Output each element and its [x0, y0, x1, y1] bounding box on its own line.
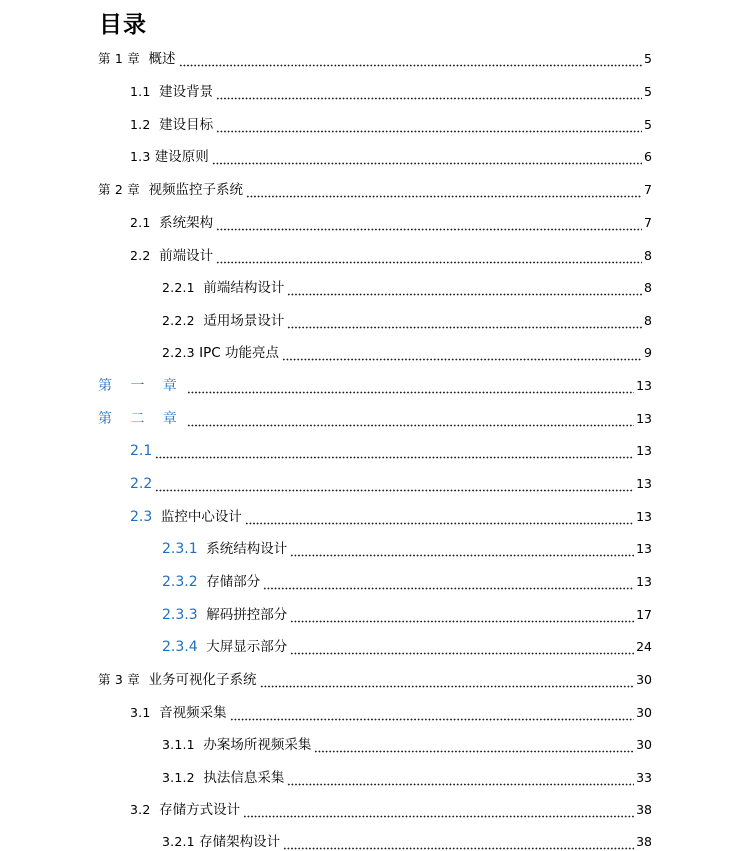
toc-dot-leader: [287, 769, 634, 787]
toc-entry-number: 3.1.2: [162, 770, 195, 785]
toc-entry[interactable]: [0, 81, 752, 101]
toc-entry-number: 2.1: [130, 215, 151, 230]
toc-entry-label: [162, 769, 286, 787]
toc-entry-page: 5: [644, 84, 652, 99]
toc-dot-leader: [179, 50, 643, 68]
toc-entry[interactable]: [0, 604, 752, 624]
toc-entry-label: [130, 148, 211, 166]
toc-entry-label: [98, 181, 245, 199]
toc-entry[interactable]: [0, 571, 752, 591]
toc-dot-leader: [155, 475, 634, 493]
toc-dot-leader: [290, 606, 634, 624]
toc-entry-page: 38: [636, 834, 652, 849]
toc-entry[interactable]: [0, 440, 752, 460]
toc-entry-page: 30: [636, 705, 652, 720]
toc-entry[interactable]: [0, 799, 752, 819]
toc-dot-leader: [290, 540, 634, 558]
toc-dot-leader: [216, 116, 642, 134]
toc-entry-page: 13: [636, 541, 652, 556]
toc-entry-page: 8: [644, 313, 652, 328]
toc-entry[interactable]: [0, 342, 752, 362]
toc-entry-label: [130, 475, 154, 493]
toc-entry-number: 2.2: [130, 248, 151, 263]
toc-dot-leader: [216, 247, 642, 265]
toc-entry-text: 前端设计: [159, 248, 214, 264]
toc-entry-text: 监控中心设计: [160, 509, 242, 525]
toc-entry-label: [162, 736, 313, 754]
toc-entry-number: 2.2.3: [162, 345, 195, 360]
toc-entry-text: 音视频采集: [159, 705, 227, 721]
toc-dot-leader: [263, 573, 634, 591]
toc-entry-page: 13: [636, 509, 652, 524]
toc-entry[interactable]: [0, 767, 752, 787]
toc-entry-label: [162, 279, 286, 297]
toc-entry-page: 13: [636, 443, 652, 458]
toc-entry-text: IPC 功能亮点: [199, 345, 279, 361]
toc-entry-label: [98, 50, 178, 68]
toc-entry-number: 第 3 章: [98, 672, 140, 687]
toc-entry[interactable]: [0, 473, 752, 493]
toc-dot-leader: [282, 344, 642, 362]
toc-entry-number: 2.2.2: [162, 313, 195, 328]
toc-entry-text: 解码拼控部分: [206, 607, 288, 623]
toc-entry[interactable]: [0, 831, 752, 851]
toc-entry-label: [162, 638, 289, 656]
toc-entry-label: [130, 247, 215, 265]
toc-entry-text: 建设目标: [159, 117, 214, 133]
toc-entry-text: 存储部分: [206, 574, 261, 590]
toc-entry-label: [98, 671, 259, 689]
toc-entry-label: [130, 704, 229, 722]
toc-entry-page: 9: [644, 345, 652, 360]
toc-dot-leader: [245, 508, 634, 526]
toc-entry-page: 5: [644, 117, 652, 132]
toc-entry-text: 建设背景: [159, 84, 214, 100]
toc-entry[interactable]: [0, 114, 752, 134]
toc-entry-label: [130, 83, 215, 101]
toc-entry-text: 系统架构: [159, 215, 214, 231]
toc-entry-number: 2.2.1: [162, 280, 195, 295]
toc-entry-number: 3.2: [130, 802, 151, 817]
toc-entry-text: 业务可视化子系统: [148, 672, 257, 688]
toc-entry-page: 30: [636, 672, 652, 687]
toc-entry-page: 7: [644, 215, 652, 230]
toc-entry[interactable]: [0, 408, 752, 428]
toc-entry[interactable]: [0, 375, 752, 395]
toc-entry-page: 7: [644, 182, 652, 197]
toc-entry-number: 2.3: [130, 509, 153, 525]
toc-entry-number: 2.3.2: [162, 574, 198, 590]
toc-dot-leader: [246, 181, 642, 199]
toc-entry[interactable]: [0, 636, 752, 656]
toc-entry-label: [162, 833, 282, 851]
toc-dot-leader: [187, 377, 634, 395]
toc-entry[interactable]: [0, 310, 752, 330]
toc-entry-page: 8: [644, 248, 652, 263]
toc-entry-text: 视频监控子系统: [148, 182, 243, 198]
toc-entry-number: 第 二 章: [98, 411, 184, 427]
toc-entry[interactable]: [0, 734, 752, 754]
toc-entry-label: [98, 410, 186, 428]
toc-entry[interactable]: [0, 702, 752, 722]
toc-entry[interactable]: [0, 48, 752, 68]
toc-entry-label: [130, 442, 154, 460]
toc-entry-label: [130, 508, 244, 526]
toc-entry-page: 13: [636, 378, 652, 393]
toc-entry-number: 第 1 章: [98, 51, 140, 66]
toc-dot-leader: [260, 671, 635, 689]
toc-entry-label: [98, 377, 186, 395]
toc-entry[interactable]: [0, 179, 752, 199]
toc-entry-number: 第 2 章: [98, 182, 140, 197]
toc-dot-leader: [290, 638, 634, 656]
toc-entry-number: 2.3.4: [162, 639, 198, 655]
toc-entry-page: 6: [644, 149, 652, 164]
toc-title: 目录: [99, 12, 147, 38]
toc-entry[interactable]: [0, 538, 752, 558]
toc-entry-page: 13: [636, 574, 652, 589]
toc-entry-number: 3.1: [130, 705, 151, 720]
toc-entry-page: 30: [636, 737, 652, 752]
toc-entry-number: 1.3: [130, 149, 151, 164]
toc-entry-label: [130, 214, 215, 232]
toc-entry-page: 13: [636, 411, 652, 426]
toc-entry[interactable]: [0, 245, 752, 265]
toc-dot-leader: [155, 442, 634, 460]
toc-entry-label: [162, 606, 289, 624]
toc-entry-label: [162, 573, 262, 591]
toc-entry-number: 1.1: [130, 84, 151, 99]
toc-entry-text: 前端结构设计: [203, 280, 285, 296]
toc-entry[interactable]: [0, 146, 752, 166]
toc-entry-number: 2.2: [130, 476, 153, 492]
toc-entry-label: [162, 344, 281, 362]
toc-entry-number: 第 一 章: [98, 378, 184, 394]
toc-dot-leader: [216, 83, 642, 101]
toc-entry-page: 38: [636, 802, 652, 817]
toc-dot-leader: [283, 833, 634, 851]
toc-entry-label: [162, 540, 289, 558]
toc-entry-text: 系统结构设计: [206, 541, 288, 557]
toc-entry-label: [162, 312, 286, 330]
toc-dot-leader: [212, 148, 642, 166]
toc-entry-text: 建设原则: [154, 149, 209, 165]
toc-entry-text: 执法信息采集: [203, 770, 285, 786]
toc-entry-number: 3.2.1: [162, 834, 195, 849]
toc-entry-text: 大屏显示部分: [206, 639, 288, 655]
toc-entry[interactable]: [0, 506, 752, 526]
toc-entry-text: 概述: [148, 51, 176, 67]
toc-entry-number: 2.3.3: [162, 607, 198, 623]
toc-dot-leader: [187, 410, 634, 428]
toc-entry-page: 24: [636, 639, 652, 654]
toc-entry-label: [130, 116, 215, 134]
toc-entry-page: 17: [636, 607, 652, 622]
toc-entry-number: 3.1.1: [162, 737, 195, 752]
toc-entry-text: 存储方式设计: [159, 802, 241, 818]
toc-entry-text: 办案场所视频采集: [203, 737, 312, 753]
toc-dot-leader: [314, 736, 634, 754]
toc-entry[interactable]: [0, 277, 752, 297]
toc-dot-leader: [287, 312, 642, 330]
toc-entry-page: 33: [636, 770, 652, 785]
toc-entry-page: 8: [644, 280, 652, 295]
toc-dot-leader: [243, 801, 634, 819]
toc-dot-leader: [216, 214, 642, 232]
toc-entry-page: 5: [644, 51, 652, 66]
toc-dot-leader: [230, 704, 635, 722]
toc-dot-leader: [287, 279, 642, 297]
toc-entry-number: 2.1: [130, 443, 153, 459]
toc-entry-label: [130, 801, 242, 819]
toc-entry[interactable]: [0, 669, 752, 689]
toc-entry-number: 1.2: [130, 117, 151, 132]
toc-entry-page: 13: [636, 476, 652, 491]
toc-entry-text: 存储架构设计: [199, 834, 281, 850]
toc-entry-number: 2.3.1: [162, 541, 198, 557]
toc-entry[interactable]: [0, 212, 752, 232]
toc-entry-text: 适用场景设计: [203, 313, 285, 329]
